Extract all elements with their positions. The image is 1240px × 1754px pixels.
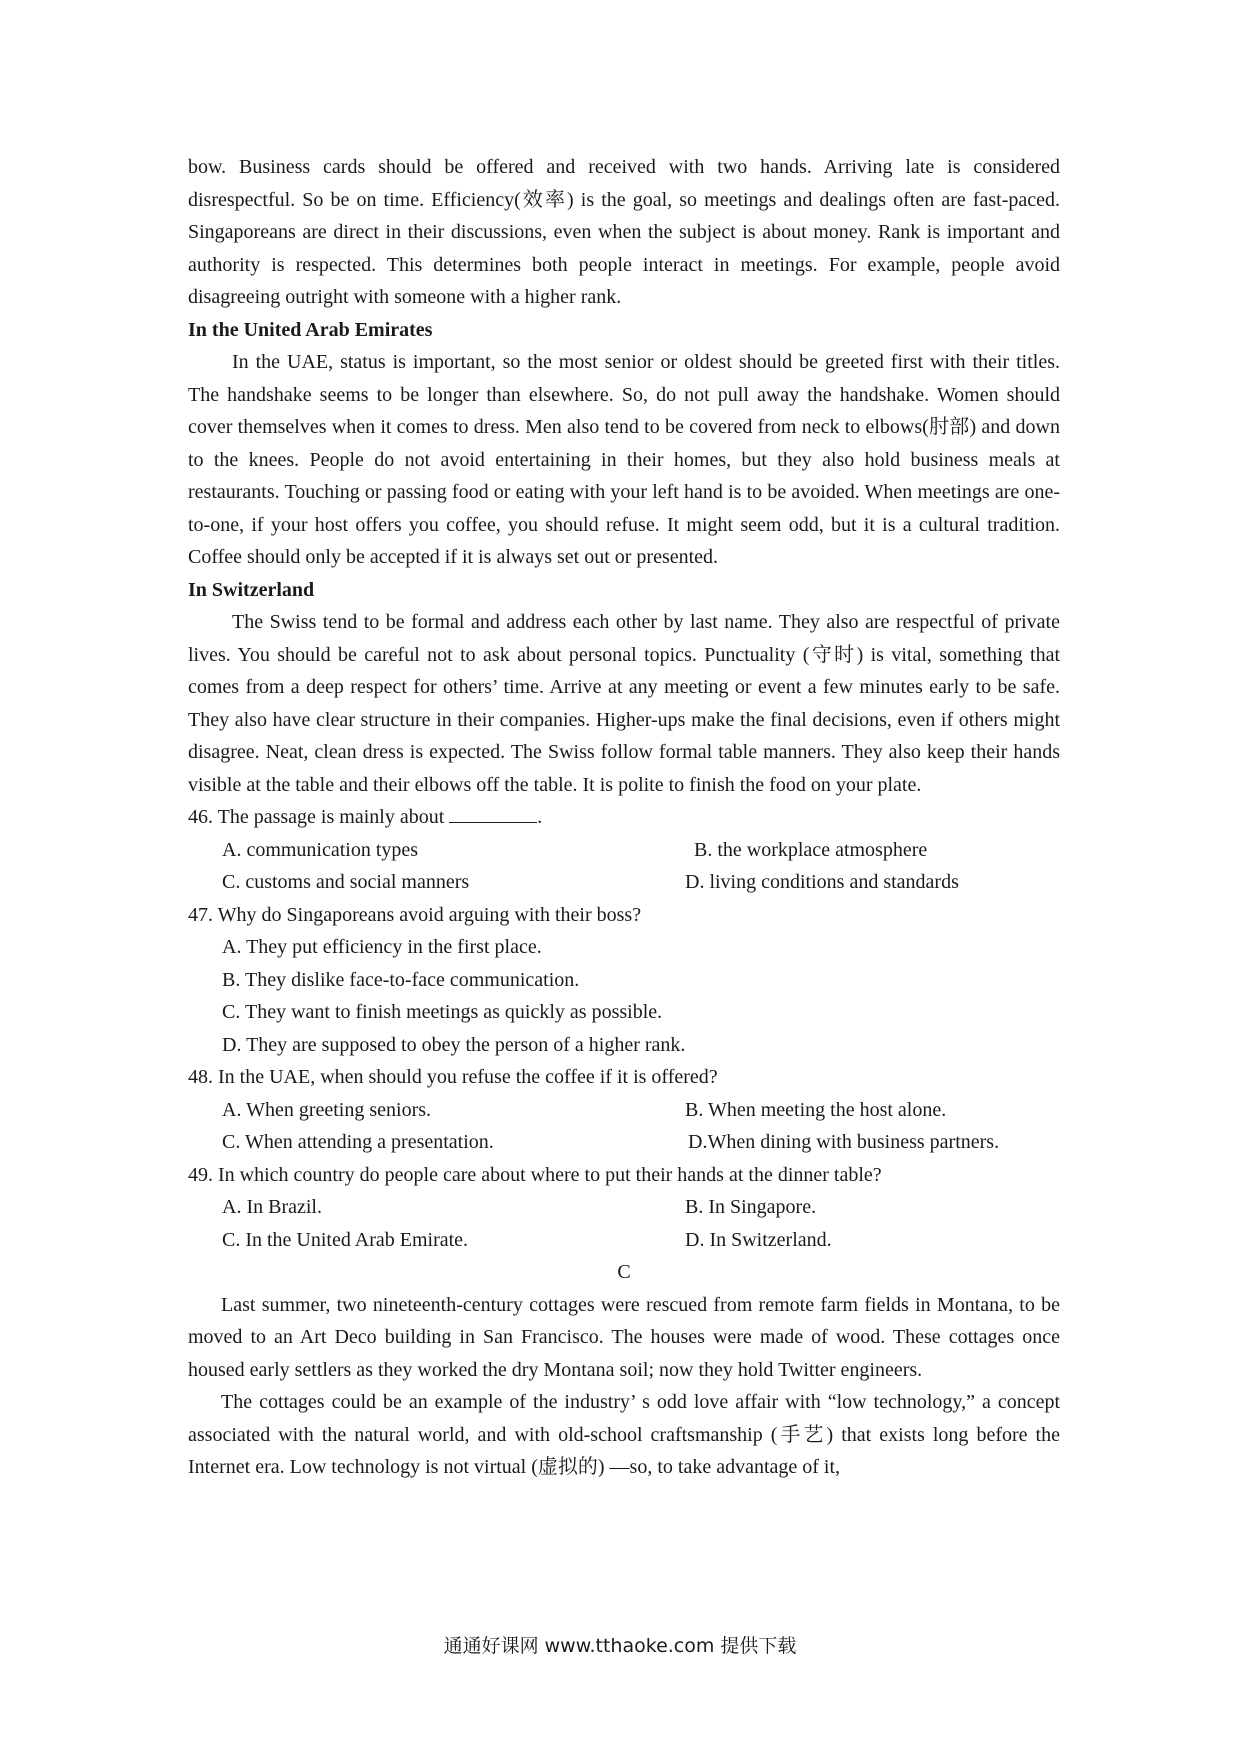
question-stem: 46. The passage is mainly about xyxy=(188,806,445,828)
switzerland-heading: In Switzerland xyxy=(188,578,315,601)
question-49 xyxy=(188,1159,1060,1257)
uae-heading: In the United Arab Emirates xyxy=(188,318,433,341)
uae-paragraph: In the UAE, status is important, so the most senior or oldest should be greeted first with their titles. The handshake seems to be longer than elsewhere. So, do not pull away the handshake. Women should cover themselves when it comes to dress. Men also tend to be covered from neck to elbows(肘部) and down to the knees. People do not avoid entertaining in their homes, but they also hold business meals at restaurants. Touching or passing food or eating with your left hand is to be avoided. When meetings are one-to-one, if your host offers you coffee, you should refuse. It might seem odd, but it is a cultural tradition. Coffee should only be accepted if it is always set out or presented. xyxy=(188,351,1060,568)
option-b: B. They dislike face-to-face communication. xyxy=(222,968,580,991)
document-page xyxy=(188,151,1060,1484)
option-d: D.When dining with business partners. xyxy=(688,1131,1000,1153)
section-c-paragraph-2: The cottages could be an example of the industry’ s odd love affair with “low technology,” a concept associated with the natural world, and with old-school craftsmanship (手艺) that exists long before the Internet era. Low technology is not virtual (虚拟的) —so, to take advantage of it, xyxy=(188,1391,1060,1478)
option-b: B. In Singapore. xyxy=(685,1196,817,1218)
question-47 xyxy=(188,899,1060,1062)
page-footer: 通通好课网 www.tthaoke.com 提供下载 xyxy=(443,1635,797,1657)
option-c: C. customs and social manners xyxy=(222,871,470,893)
option-a: A. They put efficiency in the first place. xyxy=(222,936,542,958)
options xyxy=(188,1191,1060,1256)
option-a: A. When greeting seniors. xyxy=(222,1098,432,1121)
option-d: D. In Switzerland. xyxy=(685,1228,832,1251)
section-c-heading: C xyxy=(617,1261,631,1283)
option-b: B. the workplace atmosphere xyxy=(694,838,928,861)
singapore-paragraph-continued: bow. Business cards should be offered and received with two hands. Arriving late is considered disrespectful. So be on time. Efficiency(效率) is the goal, so meetings and dealings often are fast-paced. Singaporeans are direct in their discussions, even when the subject is about money. Rank is important and authority is respected. This determines both people interact in meetings. For example, people avoid disagreeing outright with someone with a higher rank. xyxy=(188,156,1060,308)
options xyxy=(188,834,1060,899)
question-stem: 49. In which country do people care about where to put their hands at the dinner table? xyxy=(188,1163,882,1186)
option-c: C. In the United Arab Emirate. xyxy=(222,1228,469,1251)
option-b: B. When meeting the host alone. xyxy=(685,1098,947,1121)
option-d: D. living conditions and standards xyxy=(685,871,959,893)
question-48 xyxy=(188,1061,1060,1159)
option-d: D. They are supposed to obey the person of a higher rank. xyxy=(222,1033,686,1056)
question-stem: 47. Why do Singaporeans avoid arguing with their boss? xyxy=(188,903,642,926)
question-stem-end: . xyxy=(537,806,543,828)
question-46 xyxy=(188,801,1060,899)
options xyxy=(188,1094,1060,1159)
option-a: A. communication types xyxy=(222,838,419,861)
switzerland-paragraph: The Swiss tend to be formal and address each other by last name. They also are respectful of private lives. You should be careful not to ask about personal topics. Punctuality (守时) is vital, something that comes from a deep respect for others’ time. Arrive at any meeting or event a few minutes early to be safe. They also have clear structure in their companies. Higher-ups make the final decisions, even if others might disagree. Neat, clean dress is expected. The Swiss follow formal table manners. They also keep their hands visible at the table and their elbows off the table. It is polite to finish the food on your plate. xyxy=(188,611,1060,796)
answer-blank xyxy=(449,806,537,823)
option-c: C. When attending a presentation. xyxy=(222,1131,494,1153)
question-stem: 48. In the UAE, when should you refuse the coffee if it is offered? xyxy=(188,1066,718,1088)
option-c: C. They want to finish meetings as quickly as possible. xyxy=(222,1001,663,1023)
option-a: A. In Brazil. xyxy=(222,1196,322,1218)
section-c-paragraph-1: Last summer, two nineteenth-century cottages were rescued from remote farm fields in Montana, to be moved to an Art Deco building in San Francisco. The houses were made of wood. These cottages once housed early settlers as they worked the dry Montana soil; now they hold Twitter engineers. xyxy=(188,1293,1060,1381)
